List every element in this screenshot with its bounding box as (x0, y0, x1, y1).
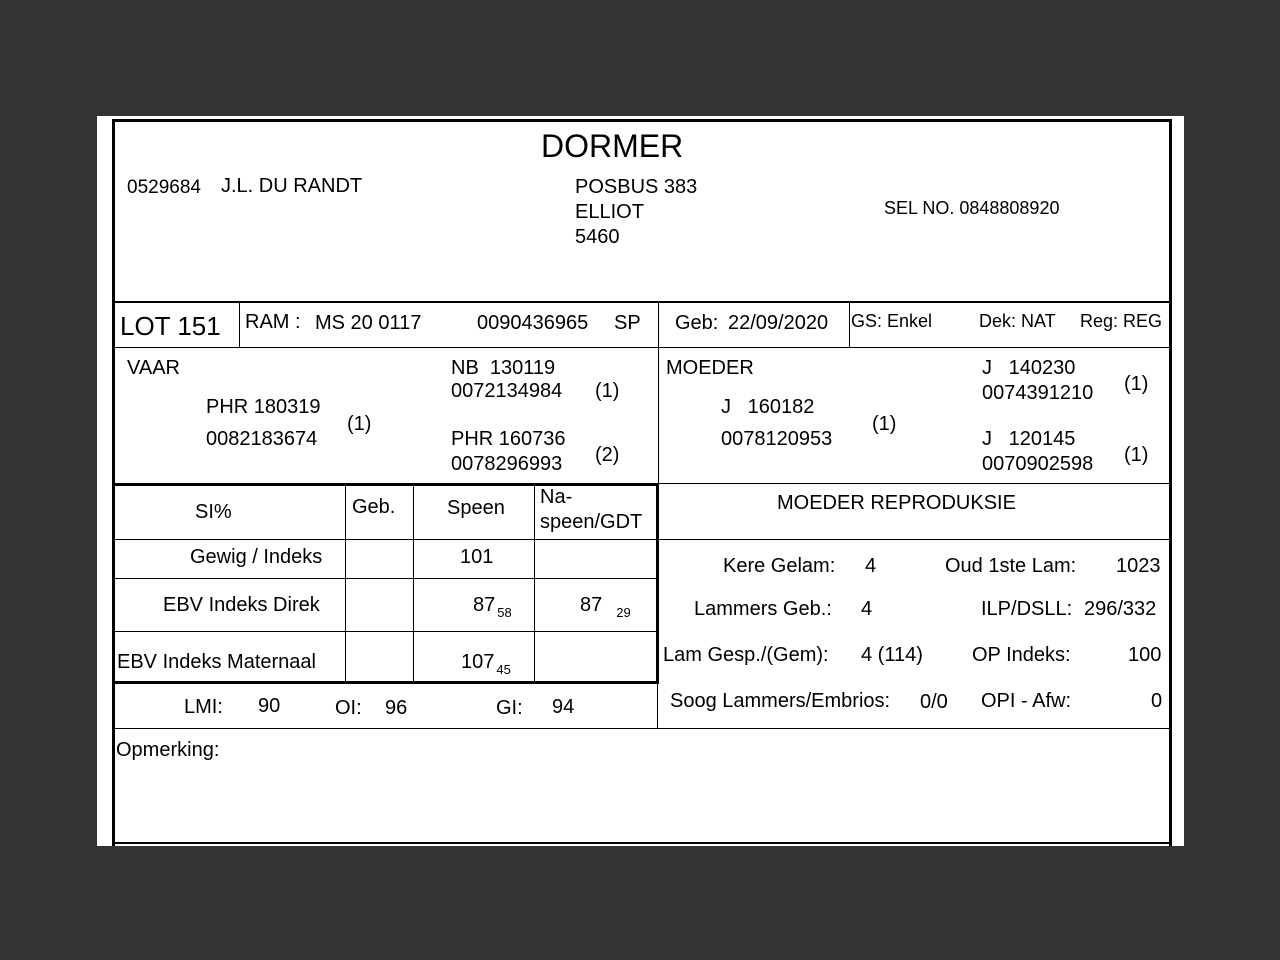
sire-dam-number: 0078296993 (451, 453, 563, 475)
ram-id: MS 20 0117 (315, 312, 422, 334)
gi-label: GI: (496, 697, 523, 719)
dam-sire-number: 0074391210 (982, 382, 1094, 404)
lammers-value: 4 (861, 598, 873, 620)
repro-title-divider (659, 539, 1169, 540)
lmi-label: LMI: (184, 696, 223, 718)
lmi-value: 90 (258, 695, 281, 717)
row-direk-speen-cell (473, 594, 512, 620)
sire-rank: (1) (347, 413, 372, 435)
kere-label: Kere Gelam: (723, 555, 836, 577)
border-top (112, 119, 1172, 122)
owner-id: 0529684 (127, 177, 201, 198)
row-maternaal-speen-cell (461, 651, 511, 677)
sire-dam-id: PHR 160736 (451, 428, 566, 450)
row-maternaal-speen: 107 (461, 651, 495, 673)
divider-lot-2 (658, 302, 659, 347)
ilp-value: 296/332 (1084, 598, 1157, 620)
sire-dam-rank: (2) (595, 444, 620, 466)
soog-label: Soog Lammers/Embrios: (670, 690, 891, 712)
divider-pedigree-mid (658, 348, 659, 484)
lamgesp-value: 4 (114) (861, 644, 923, 666)
geb-header: Geb. (352, 496, 396, 518)
reg-status: Reg: REG (1080, 311, 1163, 331)
divider-lot-3 (849, 302, 850, 347)
ilp-label: ILP/DSLL: (981, 598, 1073, 620)
sire-sire-rank: (1) (595, 380, 620, 402)
si-col-3 (534, 486, 535, 682)
si-row-3 (115, 631, 657, 632)
oi-value: 96 (385, 697, 408, 719)
lammers-label: Lammers Geb.: (694, 598, 832, 620)
birth-label: Geb: (675, 312, 719, 334)
address-line-3: 5460 (575, 226, 620, 248)
owner-name: J.L. DU RANDT (221, 175, 363, 197)
dek-status: Dek: NAT (979, 311, 1056, 331)
address-line-2: ELLIOT (575, 201, 644, 223)
dam-sire-id: J 140230 (982, 357, 1076, 379)
speen-header: Speen (447, 497, 505, 519)
si-table-bottom-thick (115, 681, 659, 684)
dam-dam-number: 0070902598 (982, 453, 1094, 475)
row-direk-speen-sub: 58 (497, 605, 512, 620)
divider-lot-1 (239, 302, 240, 347)
birth-date: 22/09/2020 (728, 312, 829, 334)
row-direk-naspeen-cell (580, 594, 631, 620)
oi-label: OI: (335, 697, 362, 719)
oud-value: 1023 (1116, 555, 1161, 577)
row-label-direk: EBV Indeks Direk (163, 594, 320, 616)
soog-value: 0/0 (920, 691, 948, 713)
opi-value: 0 (1151, 690, 1163, 712)
divider-header (115, 301, 1169, 303)
dam-dam-id: J 120145 (982, 428, 1076, 450)
si-col-1 (345, 486, 346, 682)
naspeen-header: Na- speen/GDT (540, 486, 643, 533)
ram-code: SP (614, 312, 641, 334)
si-header: SI% (195, 501, 232, 523)
row-direk-naspeen-sub: 29 (616, 605, 631, 620)
breed-title: DORMER (541, 128, 684, 164)
si-row-1 (115, 539, 657, 540)
remark-label: Opmerking: (116, 739, 220, 761)
sire-sire-number: 0072134984 (451, 380, 563, 402)
gi-value: 94 (552, 696, 575, 718)
lot-number: LOT 151 (120, 311, 221, 341)
dam-sire-rank: (1) (1124, 373, 1149, 395)
dam-rank: (1) (872, 413, 897, 435)
phone-number: SEL NO. 0848808920 (884, 198, 1060, 218)
row-gewig-speen: 101 (460, 546, 494, 568)
kere-value: 4 (865, 555, 877, 577)
ram-number: 0090436965 (477, 312, 589, 334)
oud-label: Oud 1ste Lam: (945, 555, 1077, 577)
gs-status: GS: Enkel (851, 311, 933, 331)
repro-title: MOEDER REPRODUKSIE (777, 492, 1016, 514)
row-direk-naspeen: 87 (580, 594, 603, 616)
op-value: 100 (1128, 644, 1162, 666)
op-label: OP Indeks: (972, 644, 1071, 666)
divider-lot (115, 347, 1169, 348)
row-label-gewig: Gewig / Indeks (190, 546, 323, 568)
address-line-1: POSBUS 383 (575, 176, 698, 198)
si-col-2 (413, 486, 414, 682)
sire-id: PHR 180319 (206, 396, 321, 418)
dam-id: J 160182 (721, 396, 815, 418)
row-maternaal-speen-sub: 45 (496, 662, 511, 677)
sire-number: 0082183674 (206, 428, 318, 450)
dam-number: 0078120953 (721, 428, 833, 450)
divider-mid-low (657, 683, 658, 729)
lot-card (97, 116, 1184, 846)
sire-sire-id: NB 130119 (451, 357, 556, 379)
lamgesp-label: Lam Gesp./(Gem): (663, 644, 829, 666)
opi-label: OPI - Afw: (981, 690, 1072, 712)
dam-dam-rank: (1) (1124, 444, 1149, 466)
ram-label: RAM : (245, 311, 301, 333)
si-table-right (656, 484, 659, 683)
divider-remarks (115, 728, 1169, 729)
row-direk-speen: 87 (473, 594, 496, 616)
clipped-red-text (157, 842, 1167, 846)
border-right (1169, 119, 1172, 846)
si-row-2 (115, 578, 657, 579)
row-label-maternaal: EBV Indeks Maternaal (117, 651, 316, 673)
dam-label: MOEDER (666, 357, 754, 379)
sire-label: VAAR (127, 357, 180, 379)
